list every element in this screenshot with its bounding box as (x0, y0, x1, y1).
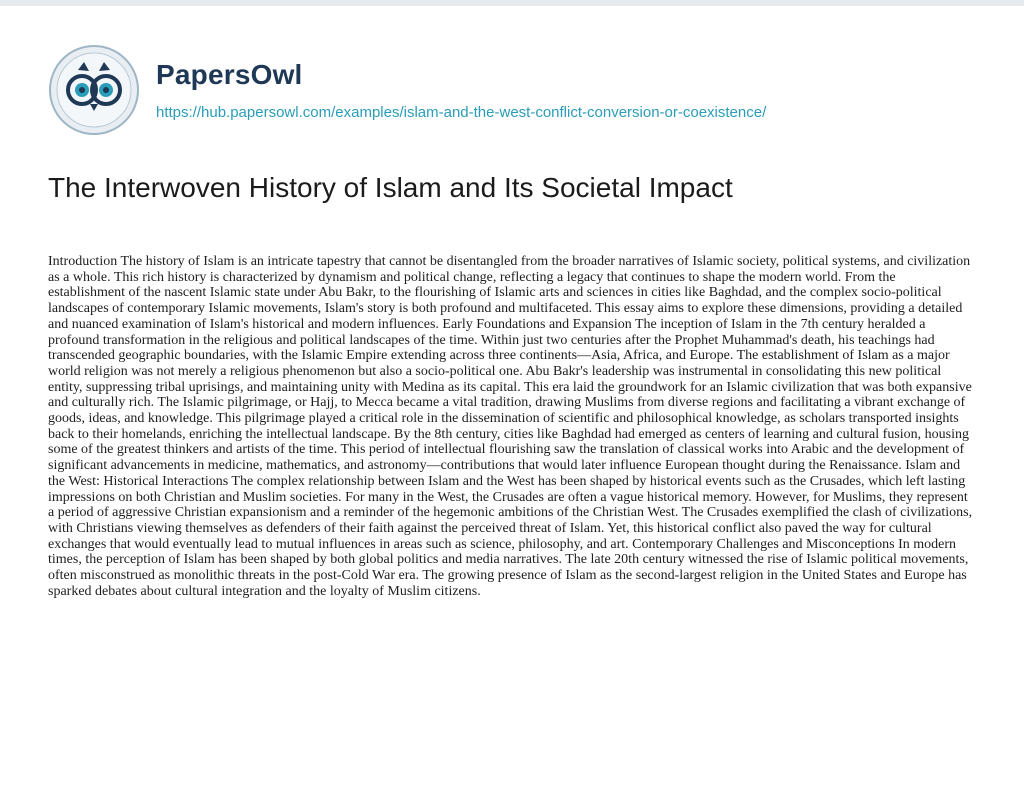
brand-name[interactable]: PapersOwl (156, 59, 303, 90)
source-url-link[interactable]: https://hub.papersowl.com/examples/islam-and-the-west-conflict-conversion-or-coexistence/ (156, 104, 767, 121)
essay-title: The Interwoven History of Islam and Its Societal Impact (48, 172, 733, 203)
brand-block (156, 34, 766, 124)
essay-body: Introduction The history of Islam is an intricate tapestry that cannot be disentangled from the broader narratives of Islamic society, political systems, and civilization as a whole. This rich history is characterized by dynamism and political change, reflecting a legacy that continues to shape the modern world. From the establishment of the nascent Islamic state under Abu Bakr, to the flourishing of Islamic arts and sciences in cities like Baghdad, and the complex socio-political landscapes of contemporary Islamic movements, Islam's story is both profound and multifaceted. This essay aims to explore these dimensions, providing a detailed and nuanced examination of Islam's historical and modern influences. Early Foundations and Expansion The inception of Islam in the 7th century heralded a profound transformation in the religious and political landscapes of the time. Within just two centuries after the Prophet Muhammad's death, his teachings had transcended geographic boundaries, with the Islamic Empire extending across three continents—Asia, Africa, and Europe. The establishment of Islam as a major world religion was not merely a religious phenomenon but also a socio-political one. Abu Bakr's leadership was instrumental in consolidating this new political entity, suppressing tribal uprisings, and maintaining unity with Medina as its capital. This era laid the groundwork for an Islamic civilization that was both expansive and culturally rich. The Islamic pilgrimage, or Hajj, to Mecca became a vital tradition, drawing Muslims from diverse regions and facilitating a vibrant exchange of goods, ideas, and knowledge. This pilgrimage played a critical role in the dissemination of scientific and philosophical knowledge, as scholars transported insights back to their homelands, enriching the intellectual landscape. By the 8th century, cities like Baghdad had emerged as centers of learning and cultural fusion, housing some of the greatest thinkers and artists of the time. This period of intellectual flourishing saw the translation of classical works into Arabic and the development of significant advancements in medicine, mathematics, and astronomy—contributions that would later influence European thought during the Renaissance. Islam and the West: Historical Interactions The complex relationship between Islam and the West has been shaped by historical events such as the Crusades, which left lasting impressions on both Christian and Muslim societies. For many in the West, the Crusades are often a vague historical memory. However, for Muslims, they represent a period of aggressive Christian expansionism and a reminder of the hegemonic ambitions of the Christian West. The Crusades exemplified the clash of civilizations, with Christians viewing themselves as defenders of their faith against the perceived threat of Islam. Yet, this historical conflict also paved the way for cultural exchanges that would eventually lead to mutual influences in areas such as science, philosophy, and art. Contemporary Challenges and Misconceptions In modern times, the perception of Islam has been shaped by both global politics and media narratives. The late 20th century witnessed the rise of Islamic political movements, often misconstrued as monolithic threats in the post-Cold War era. The growing presence of Islam as the second-largest religion in the United States and Europe has sparked debates about cultural integration and the loyalty of Muslim citizens. (48, 254, 973, 599)
site-header (48, 34, 766, 174)
top-divider (0, 0, 1024, 6)
owl-eyes-icon[interactable] (48, 44, 140, 136)
